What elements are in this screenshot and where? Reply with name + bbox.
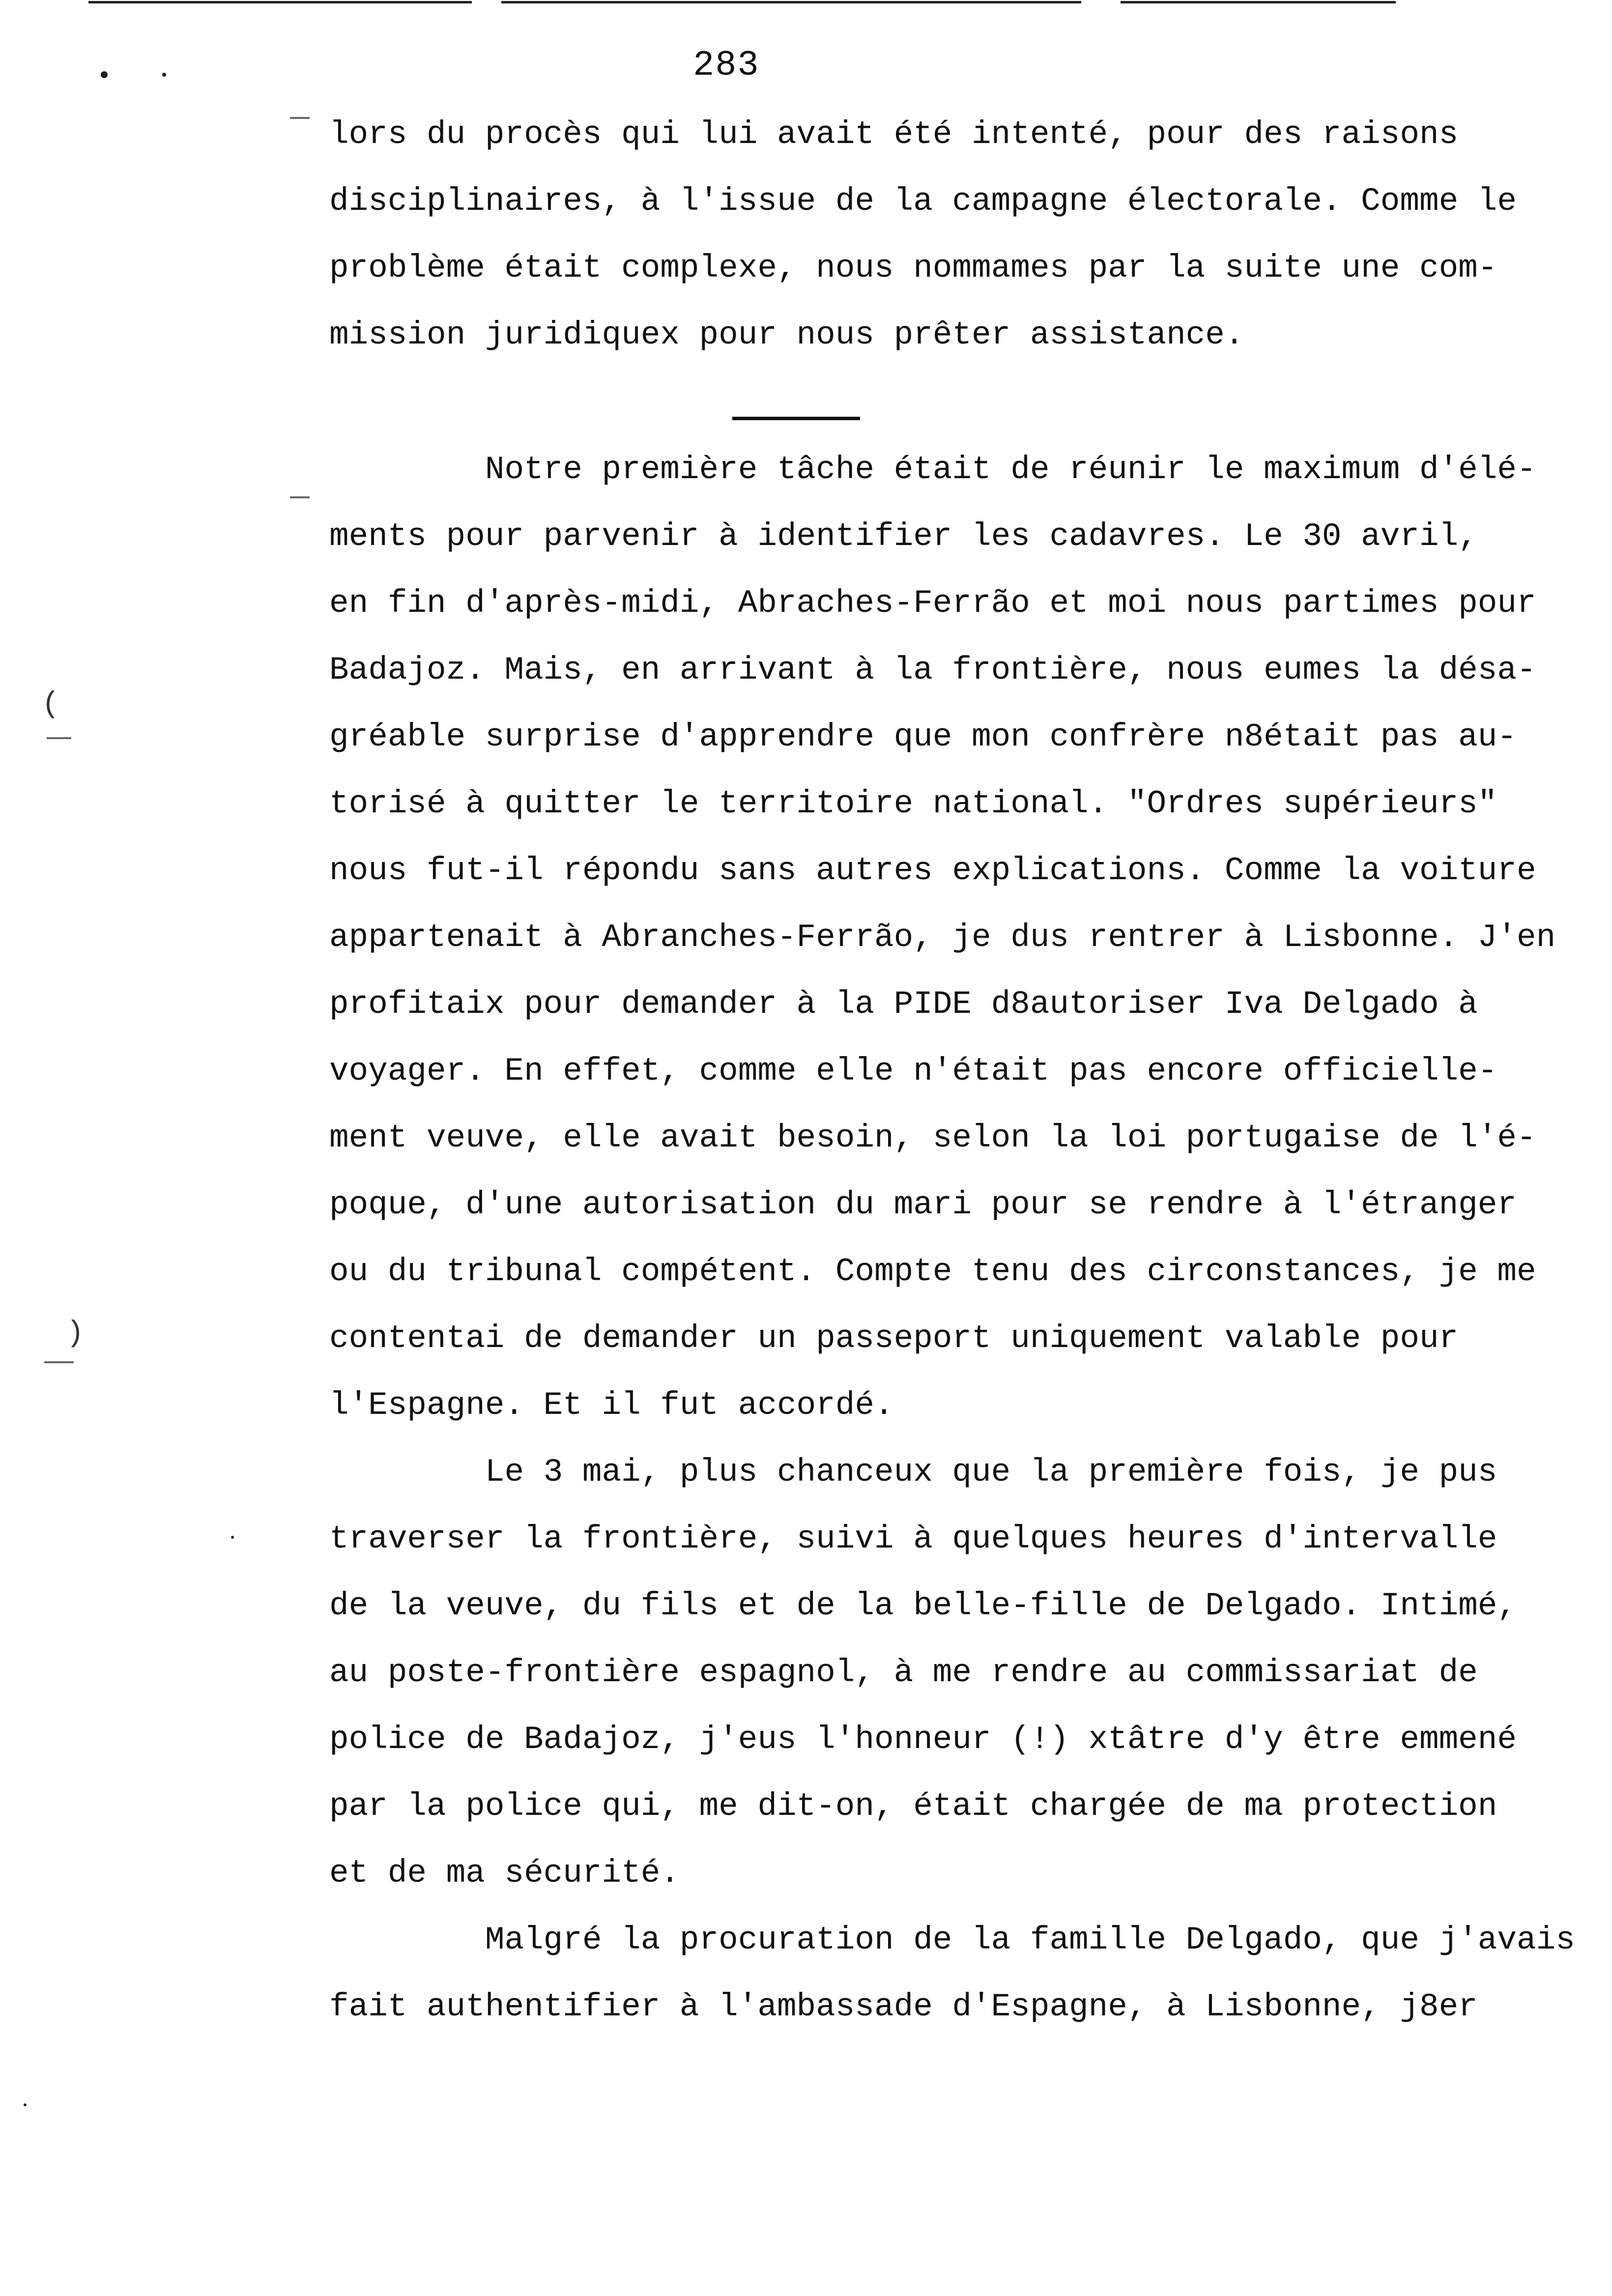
- margin-mark: [44, 1361, 74, 1363]
- top-rule: [88, 1, 472, 3]
- margin-mark: [162, 73, 166, 77]
- text-line: disciplinaires, à l'issue de la campagne électorale. Comme le: [329, 183, 1517, 220]
- text-line: gréable surprise d'apprendre que mon confrère n8était pas au-: [329, 718, 1517, 755]
- text-line: nous fut-il répondu sans autres explications. Comme la voiture: [329, 852, 1536, 889]
- text-line: en fin d'après-midi, Abraches-Ferrão et moi nous partimes pour: [329, 585, 1536, 622]
- text-line: l'Espagne. Et il fut accordé.: [329, 1387, 894, 1424]
- margin-mark: ): [66, 1317, 85, 1350]
- text-line: problème était complexe, nous nommames par la suite une com-: [329, 250, 1497, 287]
- text-line: au poste-frontière espagnol, à me rendre au commissariat de: [329, 1654, 1478, 1691]
- text-line: par la police qui, me dit-on, était chargée de ma protection: [329, 1788, 1497, 1825]
- margin-mark: (: [42, 688, 60, 721]
- text-line: poque, d'une autorisation du mari pour se rendre à l'étranger: [329, 1186, 1517, 1223]
- paragraph-4: [329, 1907, 1587, 2040]
- margin-mark: [231, 1536, 234, 1539]
- text-line: Le 3 mai, plus chanceux que la première fois, je pus: [329, 1454, 1497, 1491]
- top-rule: [501, 1, 1081, 3]
- text-line: voyager. En effet, comme elle n'était pas encore officielle-: [329, 1053, 1497, 1090]
- paragraph-2: [329, 436, 1587, 1439]
- text-line: torisé à quitter le territoire national. "Ordres supérieurs": [329, 785, 1497, 822]
- paragraph-1: [329, 101, 1587, 369]
- text-line: profitaix pour demander à la PIDE d8autoriser Iva Delgado à: [329, 986, 1478, 1023]
- text-line: ments pour parvenir à identifier les cadavres. Le 30 avril,: [329, 518, 1478, 555]
- text-line: ment veuve, elle avait besoin, selon la loi portugaise de l'é-: [329, 1119, 1536, 1156]
- text-line: fait authentifier à l'ambassade d'Espagne, à Lisbonne, j8er: [329, 1988, 1478, 2025]
- text-line: appartenait à Abranches-Ferrão, je dus rentrer à Lisbonne. J'en: [329, 919, 1556, 956]
- text-line: de la veuve, du fils et de la belle-fille de Delgado. Intimé,: [329, 1587, 1517, 1624]
- text-line: Notre première tâche était de réunir le maximum d'élé-: [329, 451, 1536, 488]
- text-line: mission juridiquex pour nous prêter assistance.: [329, 316, 1244, 353]
- text-line: traverser la frontière, suivi à quelques heures d'intervalle: [329, 1521, 1497, 1557]
- paragraph-3: [329, 1439, 1587, 1907]
- section-separator: [732, 417, 860, 420]
- text-line: Badajoz. Mais, en arrivant à la frontière, nous eumes la désa-: [329, 652, 1536, 689]
- margin-mark: [47, 737, 71, 739]
- top-rule: [1121, 1, 1396, 3]
- page-number: 283: [693, 45, 760, 86]
- text-line: Malgré la procuration de la famille Delgado, que j'avais: [329, 1922, 1575, 1958]
- text-line: police de Badajoz, j'eus l'honneur (!) xtâtre d'y être emmené: [329, 1721, 1517, 1758]
- text-line: et de ma sécurité.: [329, 1855, 680, 1892]
- margin-mark: [101, 71, 108, 78]
- text-line: lors du procès qui lui avait été intenté, pour des raisons: [329, 116, 1459, 153]
- text-line: ou du tribunal compétent. Compte tenu des circonstances, je me: [329, 1253, 1536, 1290]
- margin-mark: [290, 496, 310, 498]
- margin-mark: [290, 117, 310, 119]
- text-line: contentai de demander un passeport uniquement valable pour: [329, 1320, 1459, 1357]
- margin-mark: [24, 2103, 27, 2106]
